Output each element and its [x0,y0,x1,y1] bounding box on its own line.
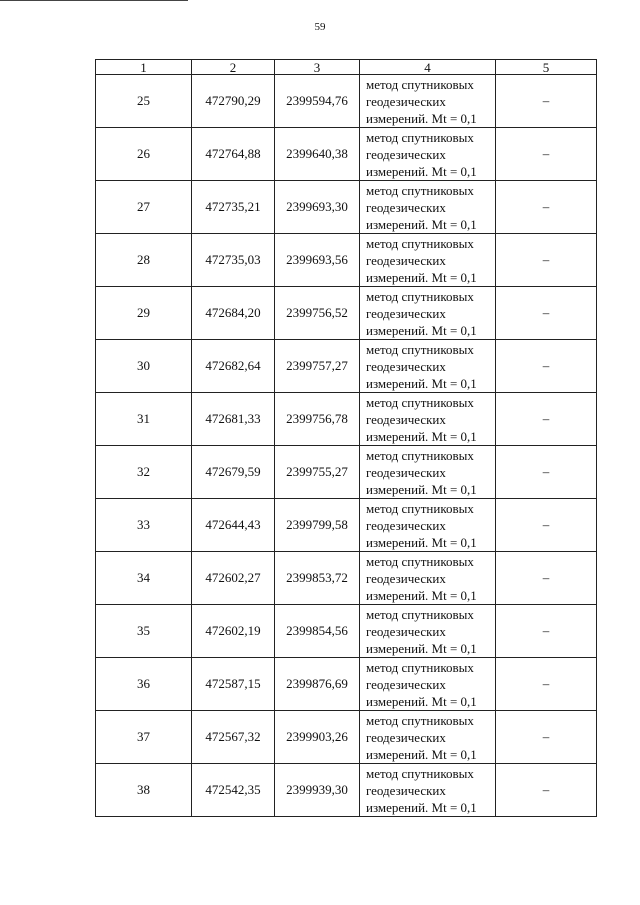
method-line: измерений. Mt = 0,1 [366,481,477,497]
table-row [96,287,597,340]
method-cell [360,552,496,605]
method-line: геодезических [366,782,446,798]
point-number-cell: 36 [96,658,192,711]
note-cell: – [496,234,597,287]
header-cell-3: 3 [275,60,360,75]
table-row [96,499,597,552]
page-number: 59 [314,21,326,33]
method-line: геодезических [366,464,446,480]
x-coordinate-cell: 472684,20 [192,287,275,340]
method-line: измерений. Mt = 0,1 [366,799,477,815]
y-coordinate-cell: 2399876,69 [275,658,360,711]
point-number-cell: 35 [96,605,192,658]
method-line: метод спутниковых [366,182,474,198]
method-line: геодезических [366,358,446,374]
method-cell [360,764,496,817]
y-coordinate-cell: 2399756,78 [275,393,360,446]
method-line: метод спутниковых [366,76,474,92]
table-row [96,181,597,234]
note-cell: – [496,552,597,605]
x-coordinate-cell: 472764,88 [192,128,275,181]
x-coordinate-cell: 472790,29 [192,75,275,128]
table-row [96,658,597,711]
method-line: геодезических [366,411,446,427]
method-line: измерений. Mt = 0,1 [366,163,477,179]
x-coordinate-cell: 472735,21 [192,181,275,234]
table-row [96,393,597,446]
table-row [96,552,597,605]
method-line: измерений. Mt = 0,1 [366,322,477,338]
method-line: геодезических [366,146,446,162]
method-line: измерений. Mt = 0,1 [366,110,477,126]
method-cell [360,181,496,234]
method-line: геодезических [366,570,446,586]
method-line: метод спутниковых [366,606,474,622]
note-cell: – [496,340,597,393]
method-cell [360,128,496,181]
method-line: измерений. Mt = 0,1 [366,534,477,550]
x-coordinate-cell: 472682,64 [192,340,275,393]
x-coordinate-cell: 472602,27 [192,552,275,605]
method-line: геодезических [366,305,446,321]
x-coordinate-cell: 472681,33 [192,393,275,446]
method-cell [360,605,496,658]
method-cell [360,75,496,128]
method-cell [360,340,496,393]
point-number-cell: 31 [96,393,192,446]
point-number-cell: 28 [96,234,192,287]
point-number-cell: 30 [96,340,192,393]
y-coordinate-cell: 2399756,52 [275,287,360,340]
method-line: геодезических [366,252,446,268]
method-line: метод спутниковых [366,341,474,357]
note-cell: – [496,764,597,817]
point-number-cell: 27 [96,181,192,234]
y-coordinate-cell: 2399640,38 [275,128,360,181]
method-line: геодезических [366,93,446,109]
y-coordinate-cell: 2399757,27 [275,340,360,393]
x-coordinate-cell: 472679,59 [192,446,275,499]
x-coordinate-cell: 472644,43 [192,499,275,552]
method-cell [360,658,496,711]
note-cell: – [496,446,597,499]
method-line: метод спутниковых [366,659,474,675]
method-cell [360,393,496,446]
method-line: метод спутниковых [366,288,474,304]
corner-rule [0,0,188,1]
method-line: геодезических [366,729,446,745]
y-coordinate-cell: 2399799,58 [275,499,360,552]
method-cell [360,287,496,340]
point-number-cell: 33 [96,499,192,552]
x-coordinate-cell: 472587,15 [192,658,275,711]
note-cell: – [496,181,597,234]
table-row [96,446,597,499]
point-number-cell: 32 [96,446,192,499]
y-coordinate-cell: 2399755,27 [275,446,360,499]
table-body [96,75,597,817]
point-number-cell: 37 [96,711,192,764]
point-number-cell: 29 [96,287,192,340]
method-line: геодезических [366,676,446,692]
table-row [96,234,597,287]
table-row [96,75,597,128]
method-line: измерений. Mt = 0,1 [366,746,477,762]
note-cell: – [496,658,597,711]
note-cell: – [496,711,597,764]
note-cell: – [496,499,597,552]
method-line: измерений. Mt = 0,1 [366,587,477,603]
method-line: измерений. Mt = 0,1 [366,269,477,285]
method-line: метод спутниковых [366,235,474,251]
y-coordinate-cell: 2399693,56 [275,234,360,287]
method-line: измерений. Mt = 0,1 [366,428,477,444]
header-cell-5: 5 [496,60,597,75]
table-row [96,340,597,393]
method-line: метод спутниковых [366,765,474,781]
y-coordinate-cell: 2399594,76 [275,75,360,128]
method-line: измерений. Mt = 0,1 [366,640,477,656]
table-row [96,764,597,817]
y-coordinate-cell: 2399939,30 [275,764,360,817]
header-cell-4: 4 [360,60,496,75]
header-cell-2: 2 [192,60,275,75]
note-cell: – [496,393,597,446]
method-line: измерений. Mt = 0,1 [366,216,477,232]
y-coordinate-cell: 2399903,26 [275,711,360,764]
point-number-cell: 26 [96,128,192,181]
method-line: геодезических [366,623,446,639]
method-line: метод спутниковых [366,553,474,569]
y-coordinate-cell: 2399853,72 [275,552,360,605]
method-line: метод спутниковых [366,500,474,516]
x-coordinate-cell: 472735,03 [192,234,275,287]
point-number-cell: 25 [96,75,192,128]
point-number-cell: 38 [96,764,192,817]
note-cell: – [496,75,597,128]
y-coordinate-cell: 2399693,30 [275,181,360,234]
method-line: метод спутниковых [366,129,474,145]
table-row [96,605,597,658]
header-cell-1: 1 [96,60,192,75]
method-line: геодезических [366,199,446,215]
method-line: метод спутниковых [366,712,474,728]
x-coordinate-cell: 472602,19 [192,605,275,658]
table-row [96,128,597,181]
method-line: метод спутниковых [366,447,474,463]
method-line: геодезических [366,517,446,533]
x-coordinate-cell: 472542,35 [192,764,275,817]
note-cell: – [496,128,597,181]
header-row [96,60,597,75]
table-row [96,711,597,764]
method-cell [360,499,496,552]
method-line: метод спутниковых [366,394,474,410]
note-cell: – [496,287,597,340]
method-cell [360,234,496,287]
note-cell: – [496,605,597,658]
method-cell [360,446,496,499]
method-line: измерений. Mt = 0,1 [366,375,477,391]
point-number-cell: 34 [96,552,192,605]
coordinates-table [95,59,597,817]
x-coordinate-cell: 472567,32 [192,711,275,764]
y-coordinate-cell: 2399854,56 [275,605,360,658]
method-cell [360,711,496,764]
method-line: измерений. Mt = 0,1 [366,693,477,709]
